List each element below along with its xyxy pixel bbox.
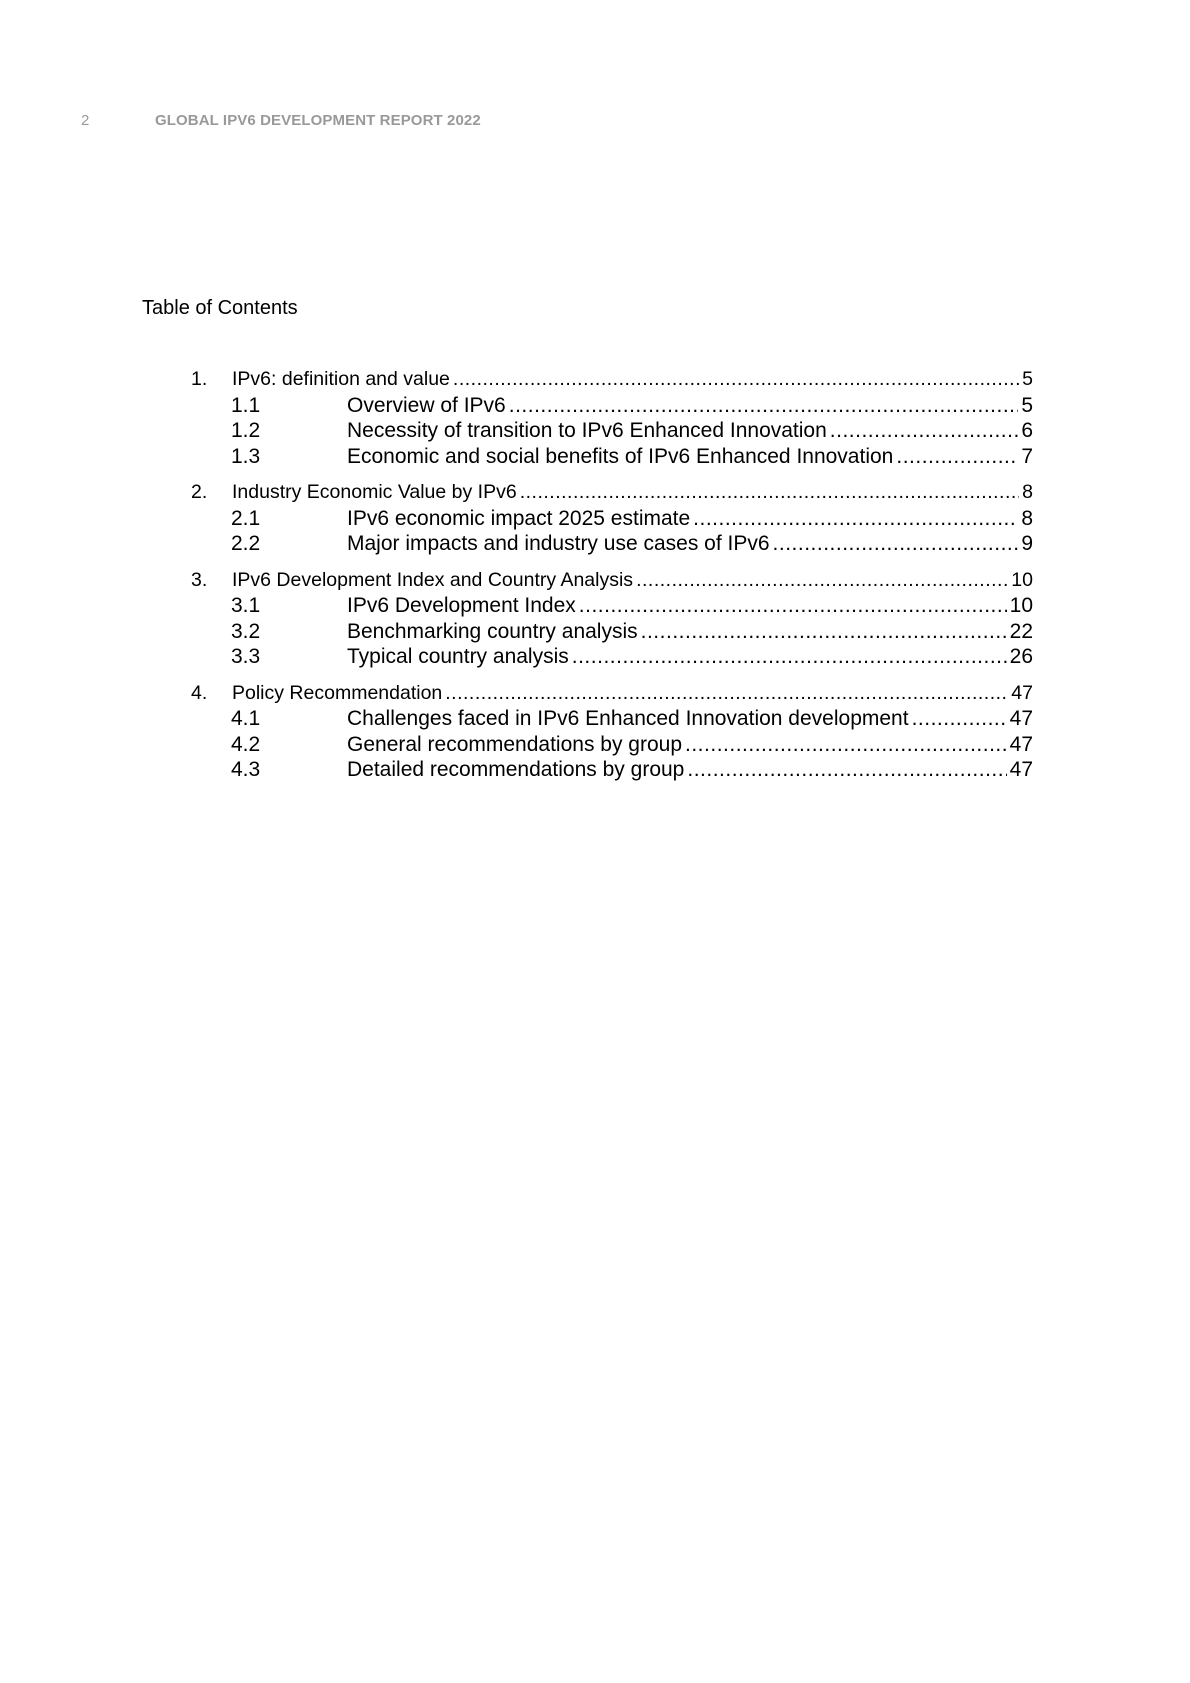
toc-entry-title: IPv6: definition and value (232, 368, 450, 390)
dot-leader (579, 594, 1007, 618)
toc-entry-number: 2. (191, 481, 208, 503)
dot-leader (693, 507, 1018, 531)
toc-entry-1-3[interactable] (191, 445, 1033, 471)
toc-entry-page: 47 (1009, 707, 1033, 730)
toc-entry-title: Major impacts and industry use cases of IPv6 (347, 532, 770, 555)
toc-entry-3-1[interactable] (191, 594, 1033, 620)
toc-entry-page: 5 (1021, 393, 1033, 417)
toc-entry-page: 47 (1009, 732, 1033, 756)
toc-section-4 (191, 682, 1033, 784)
toc-entry-2[interactable] (191, 481, 1033, 507)
toc-entry-title: Necessity of transition to IPv6 Enhanced Innovation (347, 419, 827, 442)
toc-entry-number: 2.2 (231, 532, 261, 555)
toc-entry-page: 47 (1011, 681, 1033, 704)
toc-entry-title: Challenges faced in IPv6 Enhanced Innovation development (347, 707, 909, 730)
dot-leader (509, 394, 1019, 418)
dot-leader (641, 620, 1007, 644)
toc-entry-number: 1.2 (231, 419, 261, 442)
toc-entry-number: 2.1 (231, 506, 261, 530)
toc-entry-3-2[interactable] (191, 620, 1033, 646)
toc-entry-number: 3. (191, 568, 208, 591)
dot-leader (773, 532, 1019, 556)
table-of-contents (191, 368, 1033, 795)
dot-leader (685, 733, 1007, 757)
report-title: GLOBAL IPV6 DEVELOPMENT REPORT 2022 (155, 111, 481, 129)
toc-entry-page: 8 (1022, 481, 1033, 503)
dot-leader (830, 419, 1019, 443)
toc-entry-1-1[interactable] (191, 394, 1033, 420)
page-number: 2 (81, 111, 90, 129)
toc-entry-title: IPv6 economic impact 2025 estimate (347, 506, 691, 530)
toc-entry-3[interactable] (191, 569, 1033, 595)
toc-entry-2-1[interactable] (191, 507, 1033, 533)
toc-section-1 (191, 368, 1033, 470)
toc-entry-page: 5 (1022, 368, 1033, 390)
toc-entry-3-3[interactable] (191, 645, 1033, 671)
toc-entry-title: Policy Recommendation (232, 681, 443, 704)
toc-entry-number: 3.2 (231, 619, 261, 643)
toc-entry-number: 4.1 (231, 707, 261, 730)
toc-entry-page: 47 (1009, 758, 1033, 781)
dot-leader (445, 682, 1008, 705)
toc-entry-number: 1.1 (231, 393, 261, 417)
toc-entry-number: 4.3 (231, 758, 261, 781)
toc-entry-4[interactable] (191, 682, 1033, 708)
dot-leader (636, 569, 1008, 592)
dot-leader (687, 758, 1006, 782)
toc-entry-title: Industry Economic Value by IPv6 (232, 481, 517, 503)
toc-entry-4-1[interactable] (191, 707, 1033, 733)
toc-entry-page: 10 (1009, 594, 1033, 617)
dot-leader (453, 368, 1019, 391)
toc-entry-number: 4.2 (231, 732, 261, 756)
toc-entry-1[interactable] (191, 368, 1033, 394)
toc-entry-page: 10 (1011, 568, 1033, 591)
toc-entry-number: 3.3 (231, 645, 261, 668)
toc-entry-title: Benchmarking country analysis (347, 619, 638, 643)
dot-leader (896, 445, 1018, 469)
toc-entry-2-2[interactable] (191, 532, 1033, 558)
toc-entry-title: Economic and social benefits of IPv6 Enhanced Innovation (347, 444, 894, 468)
page-header (81, 108, 481, 132)
toc-entry-page: 7 (1021, 444, 1033, 468)
toc-entry-number: 1. (191, 368, 208, 390)
toc-entry-number: 4. (191, 681, 208, 704)
toc-entry-title: Detailed recommendations by group (347, 758, 685, 781)
toc-entry-page: 22 (1009, 619, 1033, 643)
toc-section-3 (191, 569, 1033, 671)
toc-entry-title: Typical country analysis (347, 645, 569, 668)
toc-entry-number: 3.1 (231, 594, 261, 617)
toc-entry-page: 6 (1021, 419, 1033, 442)
toc-entry-title: IPv6 Development Index and Country Analysis (232, 568, 634, 591)
toc-title: Table of Contents (142, 297, 298, 319)
toc-entry-page: 8 (1021, 506, 1033, 530)
dot-leader (572, 645, 1007, 669)
dot-leader (912, 707, 1007, 731)
toc-section-2 (191, 481, 1033, 558)
toc-entry-page: 26 (1009, 645, 1033, 668)
toc-entry-number: 1.3 (231, 444, 261, 468)
toc-entry-4-2[interactable] (191, 733, 1033, 759)
toc-entry-title: IPv6 Development Index (347, 594, 576, 617)
toc-entry-title: General recommendations by group (347, 732, 683, 756)
toc-entry-4-3[interactable] (191, 758, 1033, 784)
toc-entry-page: 9 (1021, 532, 1033, 555)
toc-entry-1-2[interactable] (191, 419, 1033, 445)
toc-entry-title: Overview of IPv6 (347, 393, 506, 417)
dot-leader (520, 481, 1019, 504)
